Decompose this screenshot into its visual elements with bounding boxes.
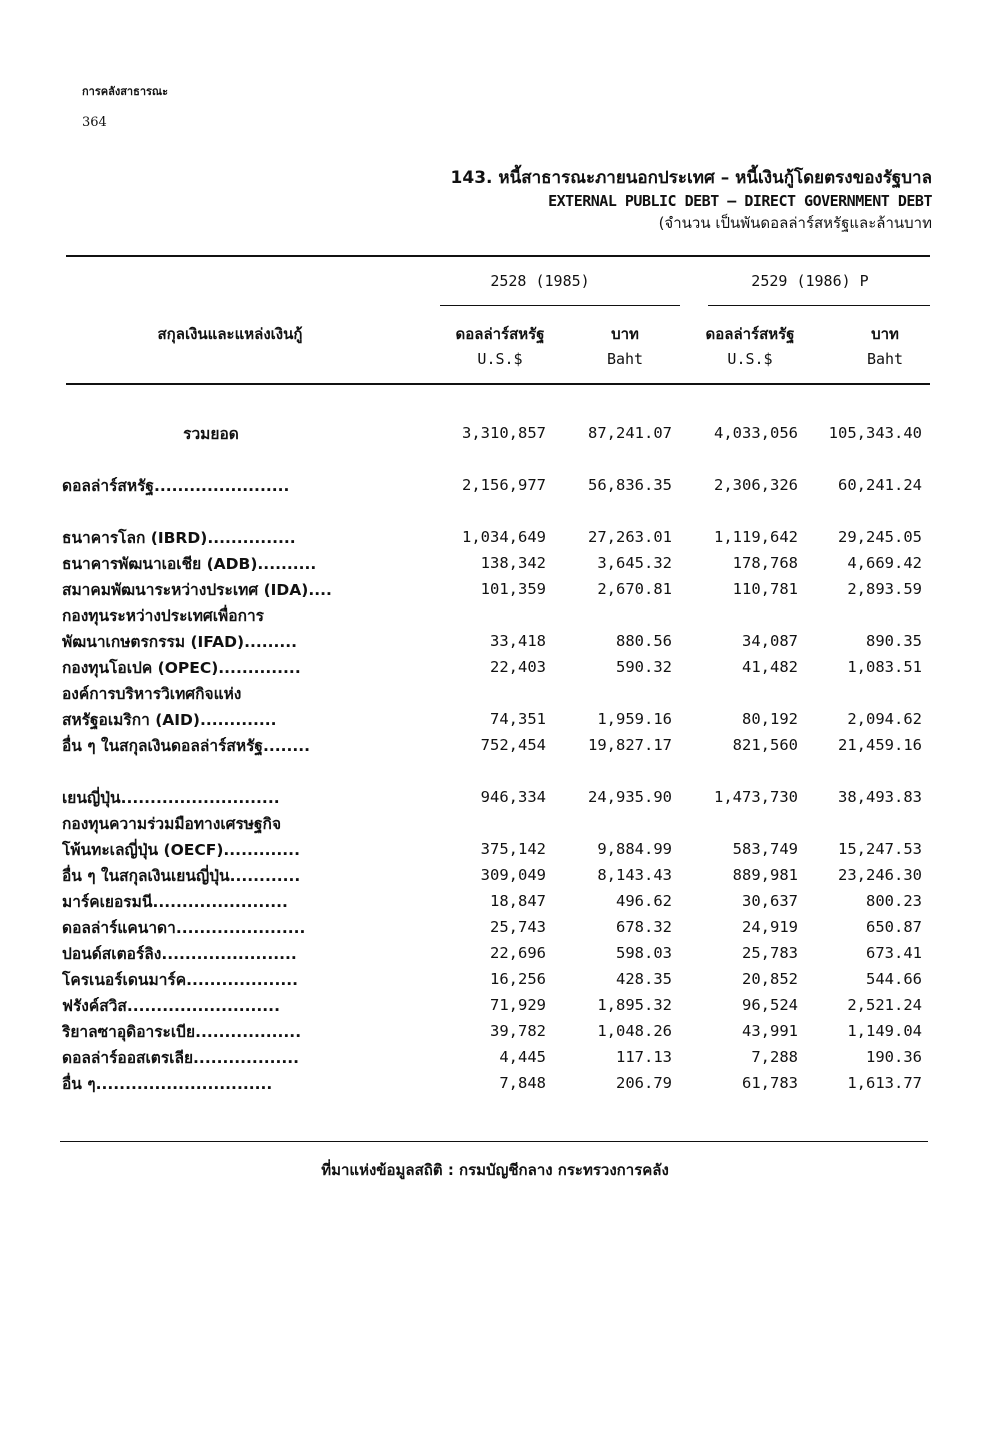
cell-baht-1986 xyxy=(798,810,922,836)
cell-usd-1985 xyxy=(360,680,546,706)
row-label: อื่น ๆ ในสกุลเงินเยนญี่ปุ่น............ xyxy=(62,866,301,885)
cell-baht-1986: 650.87 xyxy=(866,918,922,936)
cell-usd-1986: 583,749 xyxy=(732,840,798,858)
cell-usd-1985: 16,256 xyxy=(490,970,546,988)
row-label: ริยาลซาอุดิอาระเบีย.................. xyxy=(62,1022,302,1041)
cell-usd-1985: 1,034,649 xyxy=(462,528,546,546)
footer-rule xyxy=(60,1141,928,1142)
table-row xyxy=(62,940,930,966)
pad-cell xyxy=(922,836,930,862)
baht-header-thai-1: บาท xyxy=(611,325,639,343)
table-row xyxy=(62,888,930,914)
cell-usd-1985: 946,334 xyxy=(480,788,546,806)
pad-cell xyxy=(922,524,930,550)
cell-baht-1986: 29,245.05 xyxy=(838,528,922,546)
pad-cell xyxy=(922,914,930,940)
cell-baht-1986 xyxy=(798,680,922,706)
cell-baht-1985: 1,048.26 xyxy=(597,1022,672,1040)
row-label: โพ้นทะเลญี่ปุ่น (OECF)............. xyxy=(62,840,300,859)
spacer-cell xyxy=(62,498,930,524)
pad-cell xyxy=(922,966,930,992)
cell-usd-1986: 96,524 xyxy=(742,996,798,1014)
cell-baht-1986: 4,669.42 xyxy=(847,554,922,572)
cell-baht-1986: 2,893.59 xyxy=(847,580,922,598)
year1-underline xyxy=(440,305,680,306)
table-row xyxy=(62,836,930,862)
table-row xyxy=(62,1070,930,1096)
spacer-cell xyxy=(62,758,930,784)
usd-header-thai-1: ดอลล่าร์สหรัฐ xyxy=(455,325,545,343)
cell-baht-1985: 206.79 xyxy=(616,1074,672,1092)
table-row xyxy=(62,810,930,836)
page-number: 364 xyxy=(82,115,107,130)
usd-header-en-2: U.S.$ xyxy=(727,350,773,368)
pad-cell xyxy=(922,550,930,576)
table-row xyxy=(62,524,930,550)
cell-usd-1985: 7,848 xyxy=(499,1074,546,1092)
cell-baht-1986: 800.23 xyxy=(866,892,922,910)
spacer-row xyxy=(62,446,930,472)
row-label: ปอนด์สเตอร์ลิง....................... xyxy=(62,944,297,963)
cell-usd-1985: 25,743 xyxy=(490,918,546,936)
cell-usd-1985: 74,351 xyxy=(490,710,546,728)
cell-usd-1986: 7,288 xyxy=(751,1048,798,1066)
row-label: กองทุนโอเปค (OPEC).............. xyxy=(62,658,301,677)
table-row xyxy=(62,550,930,576)
cell-usd-1985: 22,403 xyxy=(490,658,546,676)
cell-usd-1985: 39,782 xyxy=(490,1022,546,1040)
row-label: เยนญี่ปุ่น........................... xyxy=(62,788,280,807)
source-note: ที่มาแห่งข้อมูลสถิติ : กรมบัญชีกลาง กระทรวงการคลัง xyxy=(321,1161,669,1179)
cell-baht-1986: 1,613.77 xyxy=(847,1074,922,1092)
row-label: กองทุนระหว่างประเทศเพื่อการ xyxy=(62,606,264,625)
cell-baht-1985: 117.13 xyxy=(616,1048,672,1066)
cell-baht-1985: 8,143.43 xyxy=(597,866,672,884)
table-row xyxy=(62,966,930,992)
cell-baht-1985: 598.03 xyxy=(616,944,672,962)
baht-header-thai-2: บาท xyxy=(871,325,899,343)
row-label: อื่น ๆ ในสกุลเงินดอลล่าร์สหรัฐ........ xyxy=(62,736,311,755)
cell-usd-1986: 889,981 xyxy=(732,866,798,884)
cell-baht-1986: 60,241.24 xyxy=(838,476,922,494)
cell-usd-1985: 22,696 xyxy=(490,944,546,962)
cell-baht-1985: 9,884.99 xyxy=(597,840,672,858)
cell-usd-1986: 30,637 xyxy=(742,892,798,910)
cell-usd-1985: 309,049 xyxy=(480,866,546,884)
cell-baht-1985: 3,645.32 xyxy=(597,554,672,572)
cell-usd-1985: 33,418 xyxy=(490,632,546,650)
cell-baht-1986: 2,094.62 xyxy=(847,710,922,728)
row-label: รวมยอด xyxy=(183,424,239,443)
pad-cell xyxy=(922,1070,930,1096)
cell-baht-1985: 590.32 xyxy=(616,658,672,676)
table-row xyxy=(62,680,930,706)
table-row xyxy=(62,1018,930,1044)
unit-note: (จำนวน เป็นพันดอลล่าร์สหรัฐและล้านบาท xyxy=(658,214,932,232)
cell-baht-1986: 1,149.04 xyxy=(847,1022,922,1040)
cell-usd-1985: 101,359 xyxy=(480,580,546,598)
cell-usd-1985: 18,847 xyxy=(490,892,546,910)
row-label: ดอลล่าร์แคนาดา...................... xyxy=(62,918,306,937)
table-row xyxy=(62,706,930,732)
cell-baht-1986: 38,493.83 xyxy=(838,788,922,806)
usd-header-en-1: U.S.$ xyxy=(477,350,523,368)
cell-usd-1986: 34,087 xyxy=(742,632,798,650)
cell-usd-1986 xyxy=(672,680,798,706)
cell-baht-1985: 496.62 xyxy=(616,892,672,910)
year1-header: 2528 (1985) xyxy=(490,272,590,290)
row-label: พัฒนาเกษตรกรรม (IFAD)......... xyxy=(62,632,298,651)
cell-baht-1986: 190.36 xyxy=(866,1048,922,1066)
cell-baht-1986: 105,343.40 xyxy=(828,424,922,442)
spacer-row xyxy=(62,758,930,784)
year2-header: 2529 (1986) P xyxy=(751,272,869,290)
row-label: ธนาคารพัฒนาเอเชีย (ADB).......... xyxy=(62,554,317,573)
baht-header-en-2: Baht xyxy=(866,350,904,368)
cell-usd-1986: 20,852 xyxy=(742,970,798,988)
cell-baht-1986: 2,521.24 xyxy=(847,996,922,1014)
cell-baht-1985: 19,827.17 xyxy=(588,736,672,754)
cell-baht-1985 xyxy=(546,810,672,836)
row-label: ดอลล่าร์ออสเตรเลีย.................. xyxy=(62,1048,300,1067)
table-row xyxy=(62,472,930,498)
cell-baht-1985: 87,241.07 xyxy=(588,424,672,442)
cell-baht-1986: 21,459.16 xyxy=(838,736,922,754)
cell-usd-1986: 80,192 xyxy=(742,710,798,728)
section-header: การคลังสาธารณะ xyxy=(82,85,169,98)
table-row xyxy=(62,654,930,680)
pad-cell xyxy=(922,732,930,758)
row-label-header: สกุลเงินและแหล่งเงินกู้ xyxy=(157,325,303,343)
cell-usd-1985: 2,156,977 xyxy=(462,476,546,494)
table-row xyxy=(62,1044,930,1070)
cell-usd-1985: 138,342 xyxy=(480,554,546,572)
table-row xyxy=(62,862,930,888)
usd-header-thai-2: ดอลล่าร์สหรัฐ xyxy=(705,325,795,343)
cell-baht-1986: 890.35 xyxy=(866,632,922,650)
cell-usd-1985: 3,310,857 xyxy=(462,424,546,442)
table-row xyxy=(62,784,930,810)
cell-usd-1985: 71,929 xyxy=(490,996,546,1014)
row-label: ดอลล่าร์สหรัฐ....................... xyxy=(62,476,290,495)
cell-baht-1985: 27,263.01 xyxy=(588,528,672,546)
year2-underline xyxy=(708,305,930,306)
row-label: สหรัฐอเมริกา (AID)............. xyxy=(62,710,277,729)
cell-baht-1985: 678.32 xyxy=(616,918,672,936)
cell-usd-1986: 43,991 xyxy=(742,1022,798,1040)
spacer-row xyxy=(62,498,930,524)
row-label: มาร์คเยอรมนี....................... xyxy=(62,892,288,911)
cell-usd-1986: 1,119,642 xyxy=(714,528,798,546)
pad-cell xyxy=(922,602,930,628)
cell-baht-1985: 56,836.35 xyxy=(588,476,672,494)
pad-cell xyxy=(922,654,930,680)
table-title-block xyxy=(451,166,932,234)
table-row xyxy=(62,628,930,654)
pad-cell xyxy=(922,810,930,836)
pad-cell xyxy=(922,628,930,654)
cell-usd-1986: 61,783 xyxy=(742,1074,798,1092)
pad-cell xyxy=(922,940,930,966)
table-title-thai: 143. หนี้สาธารณะภายนอกประเทศ – หนี้เงินกู้โดยตรงของรัฐบาล xyxy=(450,168,932,188)
cell-usd-1986 xyxy=(672,810,798,836)
table-row xyxy=(62,992,930,1018)
pad-cell xyxy=(922,706,930,732)
row-label: ฟรังค์สวิส.......................... xyxy=(62,996,280,1015)
pad-cell xyxy=(922,576,930,602)
row-label: โครเนอร์เดนมาร์ค................... xyxy=(62,970,298,989)
cell-baht-1985: 24,935.90 xyxy=(588,788,672,806)
cell-usd-1986: 1,473,730 xyxy=(714,788,798,806)
pad-cell xyxy=(922,472,930,498)
cell-usd-1986: 821,560 xyxy=(732,736,798,754)
cell-baht-1986: 673.41 xyxy=(866,944,922,962)
pad-cell xyxy=(922,862,930,888)
cell-usd-1986: 110,781 xyxy=(732,580,798,598)
pad-cell xyxy=(922,784,930,810)
table-title-english: EXTERNAL PUBLIC DEBT – DIRECT GOVERNMENT DEBT xyxy=(548,192,932,210)
cell-baht-1986 xyxy=(798,602,922,628)
table-row xyxy=(62,732,930,758)
cell-baht-1986: 544.66 xyxy=(866,970,922,988)
table-row xyxy=(62,420,930,446)
cell-baht-1986: 1,083.51 xyxy=(847,658,922,676)
pad-cell xyxy=(922,992,930,1018)
table-row xyxy=(62,602,930,628)
cell-usd-1985: 4,445 xyxy=(499,1048,546,1066)
cell-baht-1985: 1,895.32 xyxy=(597,996,672,1014)
cell-usd-1986 xyxy=(672,602,798,628)
debt-table xyxy=(62,420,930,1096)
cell-usd-1985: 752,454 xyxy=(480,736,546,754)
row-label: อื่น ๆ.............................. xyxy=(62,1074,273,1093)
pad-cell xyxy=(922,1044,930,1070)
row-label: สมาคมพัฒนาระหว่างประเทศ (IDA).... xyxy=(62,580,332,599)
header-top-rule xyxy=(66,255,930,257)
cell-usd-1986: 25,783 xyxy=(742,944,798,962)
cell-usd-1985: 375,142 xyxy=(480,840,546,858)
cell-usd-1985 xyxy=(360,810,546,836)
table-row xyxy=(62,576,930,602)
pad-cell xyxy=(922,888,930,914)
cell-baht-1985: 880.56 xyxy=(616,632,672,650)
cell-usd-1986: 2,306,326 xyxy=(714,476,798,494)
cell-baht-1985 xyxy=(546,602,672,628)
cell-baht-1985: 1,959.16 xyxy=(597,710,672,728)
pad-cell xyxy=(922,1018,930,1044)
row-label: ธนาคารโลก (IBRD)............... xyxy=(62,528,296,547)
cell-baht-1985 xyxy=(546,680,672,706)
row-label: องค์การบริหารวิเทศกิจแห่ง xyxy=(62,684,242,703)
cell-usd-1986: 4,033,056 xyxy=(714,424,798,442)
header-bottom-rule xyxy=(66,383,930,385)
table-row xyxy=(62,914,930,940)
row-label: กองทุนความร่วมมือทางเศรษฐกิจ xyxy=(62,814,282,833)
cell-usd-1985 xyxy=(360,602,546,628)
cell-baht-1986: 15,247.53 xyxy=(838,840,922,858)
cell-baht-1985: 2,670.81 xyxy=(597,580,672,598)
baht-header-en-1: Baht xyxy=(606,350,644,368)
cell-usd-1986: 178,768 xyxy=(732,554,798,572)
cell-baht-1986: 23,246.30 xyxy=(838,866,922,884)
cell-usd-1986: 24,919 xyxy=(742,918,798,936)
cell-baht-1985: 428.35 xyxy=(616,970,672,988)
cell-usd-1986: 41,482 xyxy=(742,658,798,676)
spacer-cell xyxy=(62,446,930,472)
pad-cell xyxy=(922,420,930,446)
pad-cell xyxy=(922,680,930,706)
